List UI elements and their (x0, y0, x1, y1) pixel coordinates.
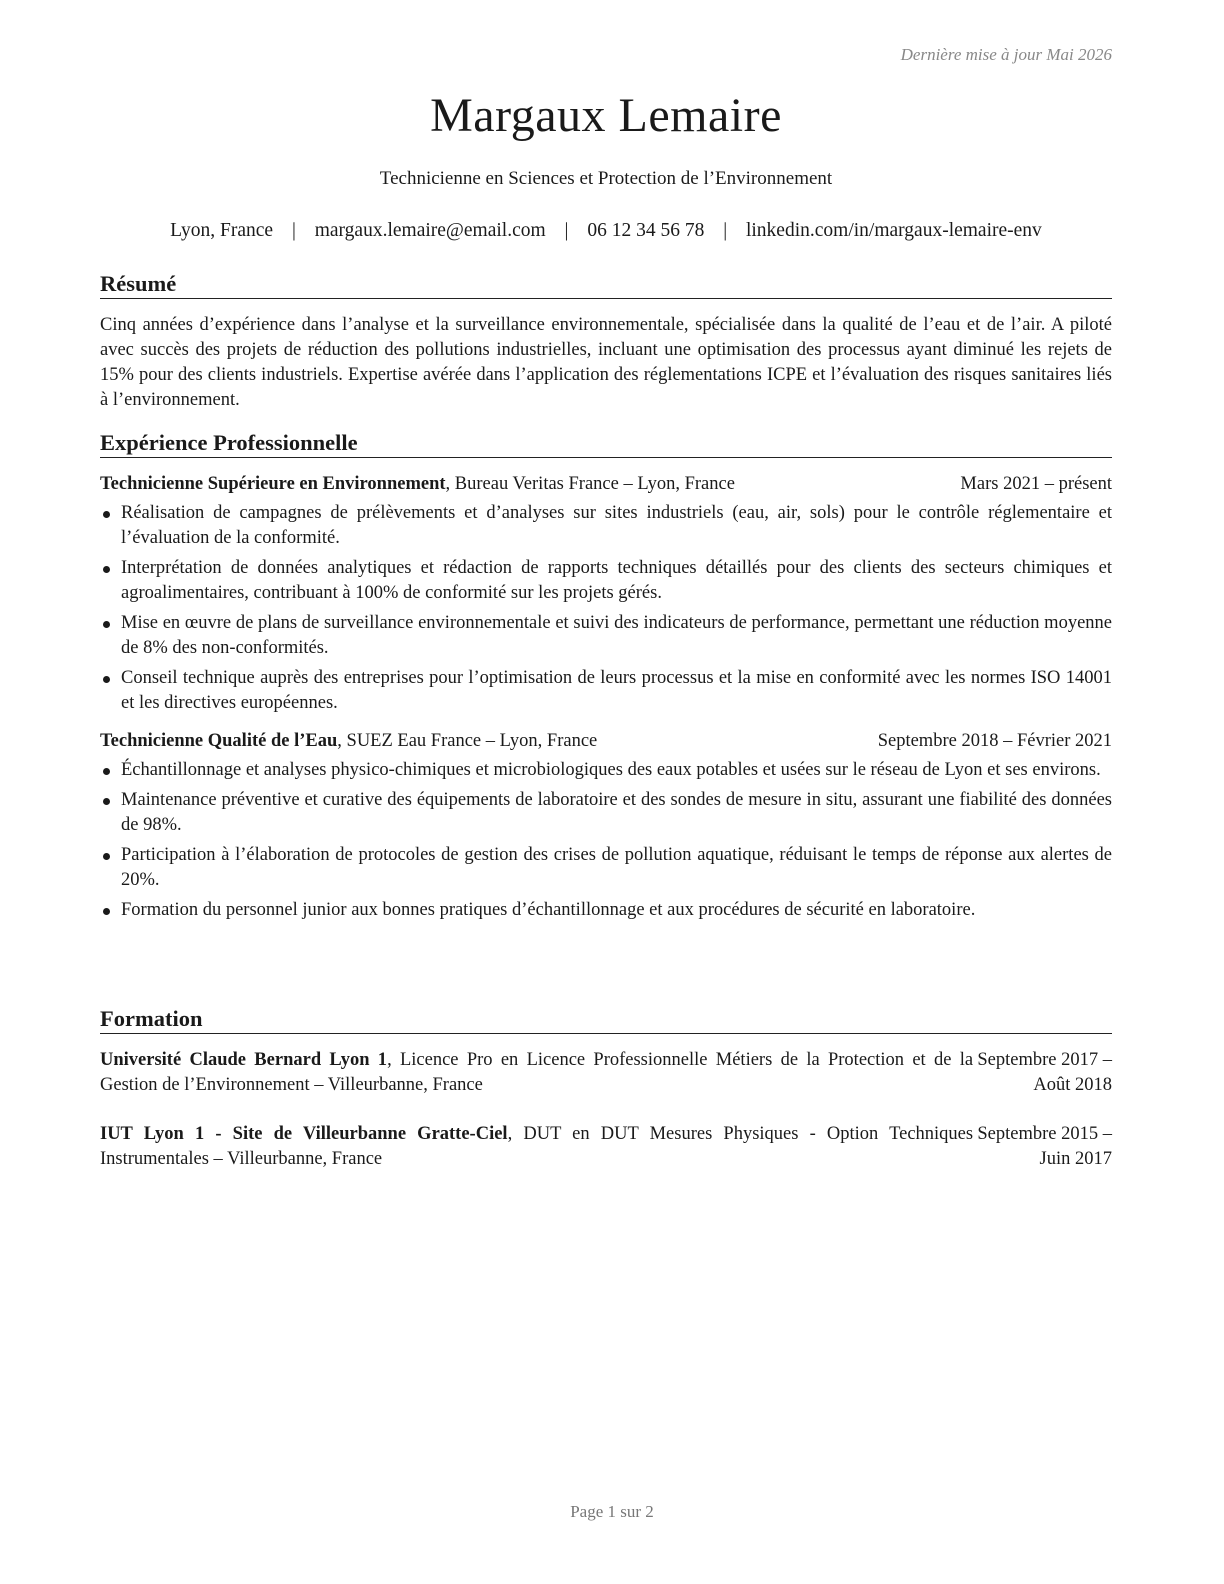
list-item: Maintenance préventive et curative des équipements de laboratoire et des sondes de mesure in situ, assurant une fiabilité des données de 98%. (100, 788, 1112, 838)
list-item: Mise en œuvre de plans de surveillance environnementale et suivi des indicateurs de performance, permettant une réduction moyenne de 8% des non-conformités. (100, 611, 1112, 661)
job-company: , SUEZ Eau France – Lyon, France (337, 731, 598, 751)
contact-line (100, 220, 1112, 242)
candidate-name: Margaux Lemaire (430, 89, 782, 142)
job-entry (100, 729, 1112, 923)
contact-location: Lyon, France (170, 220, 274, 241)
section-title-education: Formation (100, 1006, 1112, 1034)
section-title-summary: Résumé (100, 271, 1112, 299)
last-updated: Dernière mise à jour Mai 2026 (900, 45, 1112, 64)
list-item: Formation du personnel junior aux bonnes pratiques d’échantillonnage et aux procédures de sécurité en laboratoire. (100, 898, 1112, 923)
list-item: Interprétation de données analytiques et rédaction de rapports techniques détaillés pour des clients des secteurs chimiques et agroalimentaires, contribuant à 100% de conformité sur les projets gérés. (100, 556, 1112, 606)
contact-email[interactable]: margaux.lemaire@email.com (314, 220, 546, 241)
job-role: Technicienne Supérieure en Environnement (100, 474, 446, 494)
page-number: Page 1 sur 2 (570, 1502, 654, 1521)
summary-section (100, 271, 1112, 413)
section-title-experience: Expérience Professionnelle (100, 430, 1112, 458)
contact-separator: | (723, 220, 728, 241)
contact-separator: | (564, 220, 569, 241)
job-bullets (100, 501, 1112, 716)
contact-phone: 06 12 34 56 78 (587, 220, 705, 241)
education-detail: , DUT en DUT Mesures Physiques - Option Techniques Instrumentales – Villeurbanne, France (100, 1124, 974, 1169)
education-dates: Septembre 2017 – Août 2018 (977, 1050, 1112, 1095)
contact-separator: | (291, 220, 296, 241)
list-item: Échantillonnage et analyses physico-chimiques et microbiologiques des eaux potables et usées sur le réseau de Lyon et ses environs. (100, 758, 1112, 783)
experience-section (100, 430, 1112, 928)
job-company: , Bureau Veritas France – Lyon, France (445, 474, 735, 494)
resume-page (100, 0, 1112, 1584)
education-entry (100, 1048, 1112, 1098)
education-dates: Septembre 2015 – Juin 2017 (977, 1124, 1112, 1169)
education-detail: , Licence Pro en Licence Professionnelle Métiers de la Protection et de la Gestion de l’Environnement – Villeurbanne, France (100, 1050, 974, 1095)
job-entry (100, 472, 1112, 716)
list-item: Conseil technique auprès des entreprises pour l’optimisation de leurs processus et la mise en conformité avec les normes ISO 14001 et les directives européennes. (100, 666, 1112, 716)
contact-linkedin[interactable]: linkedin.com/in/margaux-lemaire-env (745, 220, 1042, 241)
candidate-title: Technicienne en Sciences et Protection de l’Environnement (379, 168, 833, 189)
job-header (100, 729, 1112, 754)
list-item: Réalisation de campagnes de prélèvements et d’analyses sur sites industriels (eau, air, sols) pour le contrôle réglementaire et l’évaluation de la conformité. (100, 501, 1112, 551)
summary-text: Cinq années d’expérience dans l’analyse et la surveillance environnementale, spécialisée dans la qualité de l’eau et de l’air. A piloté avec succès des projets de réduction des pollutions industrielles, incluant une optimisation des processus ayant diminué les rejets de 15% pour des clients industriels. Expertise avérée dans l’application des réglementations ICPE et l’évaluation des risques sanitaires liés à l’environnement. (100, 315, 1112, 410)
list-item: Participation à l’élaboration de protocoles de gestion des crises de pollution aquatique, réduisant le temps de réponse aux alertes de 20%. (100, 843, 1112, 893)
job-dates: Mars 2021 – présent (960, 474, 1112, 494)
education-section (100, 1006, 1112, 1172)
job-dates: Septembre 2018 – Février 2021 (877, 731, 1112, 751)
education-school: Université Claude Bernard Lyon 1 (100, 1050, 388, 1070)
job-role: Technicienne Qualité de l’Eau (100, 731, 338, 751)
job-header (100, 472, 1112, 497)
education-school: IUT Lyon 1 - Site de Villeurbanne Gratte-Ciel (100, 1124, 508, 1144)
education-entry (100, 1122, 1112, 1172)
job-bullets (100, 758, 1112, 923)
